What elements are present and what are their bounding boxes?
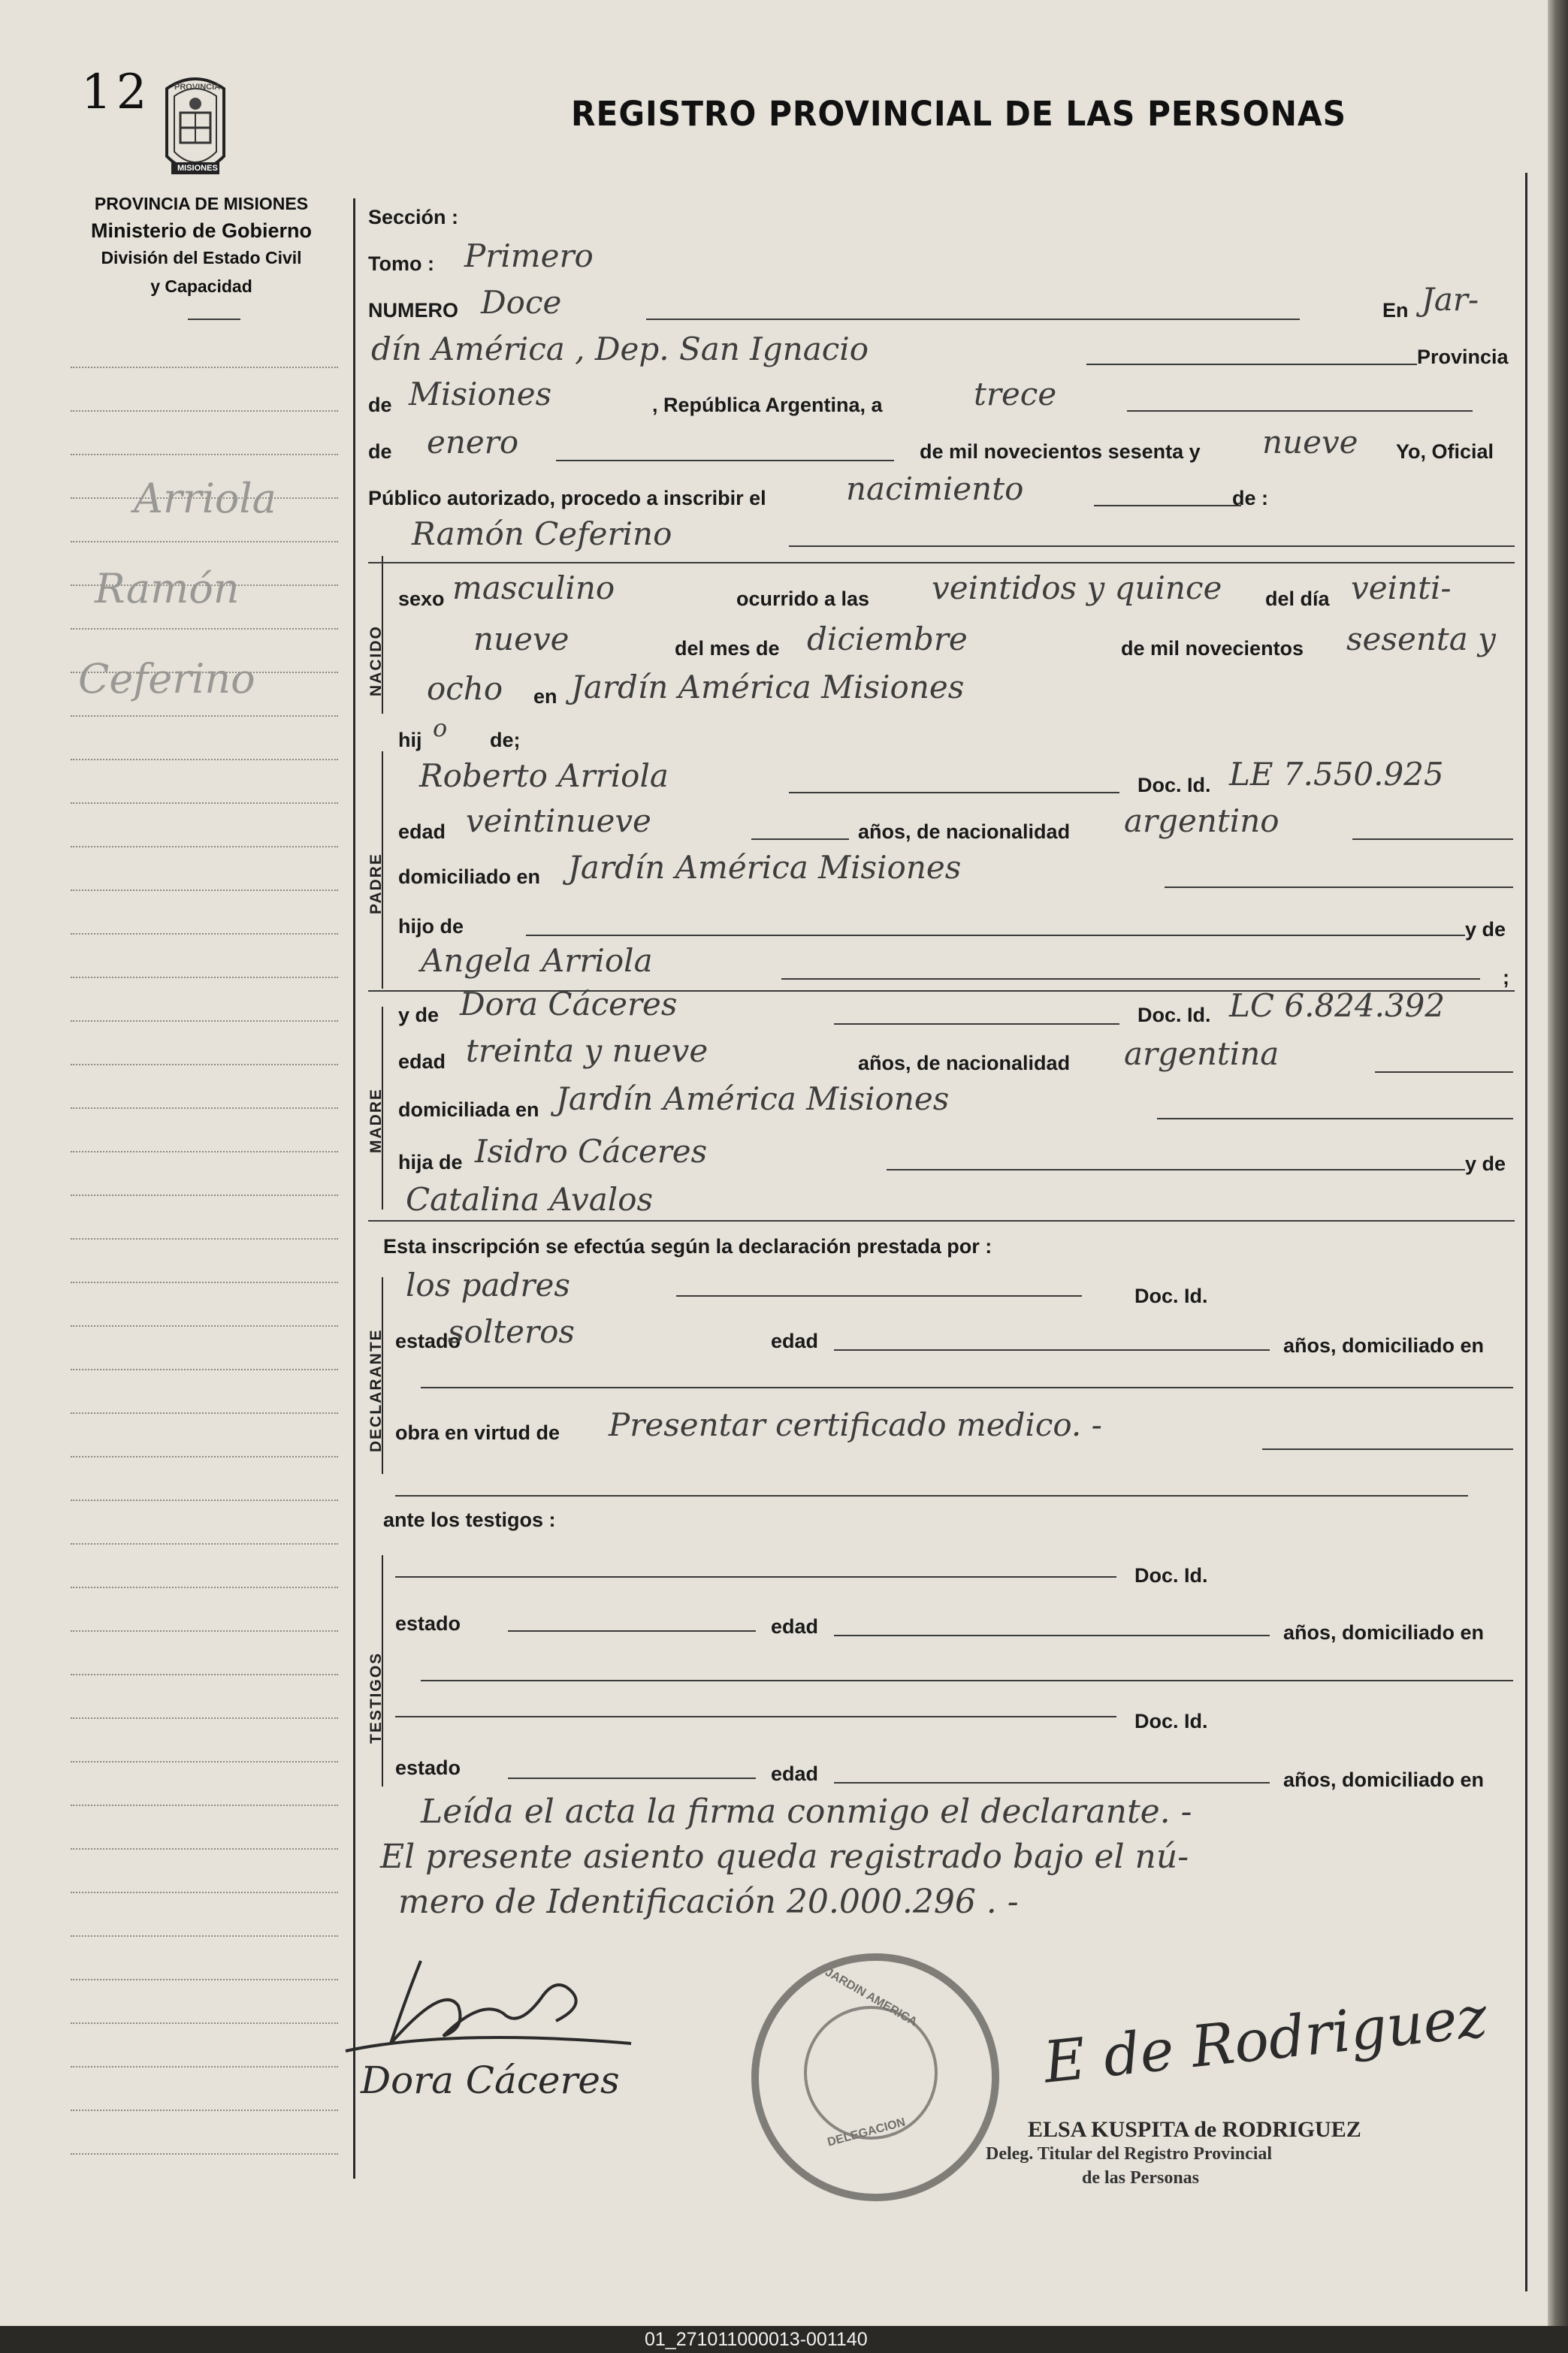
dia-value: trece: [974, 376, 1057, 412]
padre-y-de-label: y de: [1465, 918, 1506, 941]
anio-value: nueve: [1262, 424, 1358, 461]
stamp-text-1: JARDIN AMERICA: [823, 1965, 920, 2029]
margin-second-name: Ceferino: [78, 655, 255, 702]
lugar-nac-value: Jardín América Misiones: [571, 669, 965, 705]
madre-nac-label: años, de nacionalidad: [858, 1052, 1071, 1074]
padre-nombre-value: Roberto Arriola: [419, 757, 669, 794]
nacido-top-line: [368, 562, 1515, 563]
place-line: [1086, 364, 1417, 365]
testigo2-edad-line: [834, 1782, 1270, 1784]
madre-nac-line: [1375, 1071, 1513, 1073]
hija-de-label: hija de: [398, 1151, 463, 1173]
side-label-nacido: NACIDO: [367, 625, 385, 696]
padre-edad-value: veintinueve: [466, 802, 651, 839]
dia-nac-value-1: veinti-: [1351, 569, 1452, 606]
inscripcion-value: nacimiento: [846, 470, 1024, 507]
numero-line: [646, 319, 1300, 320]
mil-novecientos-label: de mil novecientos sesenta y: [920, 440, 1201, 463]
testigo2-edad-label: edad: [771, 1762, 819, 1785]
de-label-2: de: [368, 440, 392, 463]
anio-nac-value-2: ocho: [427, 670, 503, 707]
institution-ministry: Ministerio de Gobierno: [90, 219, 313, 242]
madre-bottom-line: [368, 1220, 1515, 1222]
mil-novecientos-nac-label: de mil novecientos: [1121, 637, 1304, 660]
padre-edad-label: edad: [398, 820, 446, 843]
hora-value: veintidos y quince: [932, 569, 1222, 606]
en-nac-label: en: [533, 685, 557, 708]
ocurrido-label: ocurrido a las: [736, 587, 870, 610]
official-stamp: [751, 1953, 999, 2201]
madre-dom-label: domiciliada en: [398, 1098, 539, 1121]
sexo-value: masculino: [452, 569, 615, 606]
main-left-border: [353, 198, 355, 2179]
note-line-2: El presente asiento queda registrado bajo el nú-: [380, 1838, 1189, 1876]
padre-doc-value: LE 7.550.925: [1229, 756, 1444, 793]
declarante-doc-label: Doc. Id.: [1134, 1285, 1208, 1307]
obra-line: [1262, 1448, 1513, 1450]
de-semicolon-label: de;: [490, 729, 521, 751]
madre-nombre-value: Dora Cáceres: [460, 986, 678, 1022]
hijo-de-line: [526, 935, 1465, 936]
en-label: En: [1382, 299, 1409, 322]
seal-text-top: PROVINCIA: [174, 83, 221, 92]
testigo2-estado-line: [508, 1778, 756, 1779]
numero-label: NUMERO: [368, 299, 458, 322]
de-label: de: [368, 394, 392, 416]
sexo-label: sexo: [398, 587, 445, 610]
madre-y-de-label: y de: [398, 1004, 440, 1026]
scan-footer: [0, 2326, 1568, 2353]
side-label-madre: MADRE: [367, 1088, 385, 1153]
madre-edad-label: edad: [398, 1050, 446, 1073]
testigo1-edad-label: edad: [771, 1615, 819, 1638]
abuela-paterna-value: Angela Arriola: [421, 942, 653, 979]
side-label-declarante: DECLARANTE: [367, 1328, 385, 1452]
testigo1-name-line: [395, 1576, 1116, 1578]
declarant-signature-flourish: [331, 1953, 646, 2066]
header-divider: [188, 319, 240, 320]
testigo1-anos-label: años, domiciliado en: [1283, 1621, 1485, 1644]
padre-nac-line: [1352, 838, 1513, 840]
obra-label: obra en virtud de: [395, 1421, 560, 1444]
testigo2-name-line: [395, 1716, 1116, 1717]
testigo1-doc-label: Doc. Id.: [1134, 1564, 1208, 1587]
declarante-estado-value: solteros: [448, 1313, 575, 1350]
dia-line: [1127, 410, 1473, 412]
stamp-text-2: DELEGACION: [826, 2116, 907, 2149]
note-line-1: Leída el acta la firma conmigo el declarante. -: [421, 1793, 1192, 1831]
dia-nac-value-2: nueve: [473, 621, 569, 657]
provincia-value: Misiones: [409, 376, 552, 412]
madre-doc-label: Doc. Id.: [1137, 1004, 1211, 1026]
official-title-2: de las Personas: [1082, 2168, 1199, 2188]
padre-nac-value: argentino: [1124, 802, 1279, 839]
abuela-paterna-line: [781, 978, 1480, 980]
place-value-2: dín América , Dep. San Ignacio: [371, 331, 869, 367]
testigo2-anos-label: años, domiciliado en: [1283, 1769, 1485, 1791]
official-signature: E de Rodriguez: [1040, 1983, 1491, 2096]
madre-edad-value: treinta y nueve: [466, 1032, 708, 1069]
testigo1-estado-line: [508, 1630, 756, 1632]
padre-dom-line: [1165, 887, 1513, 888]
scan-filename: 01_271011000013-001140: [645, 2329, 868, 2350]
semicolon-label: ;: [1503, 966, 1509, 989]
testigos-label: ante los testigos :: [383, 1509, 556, 1531]
testigo2-doc-label: Doc. Id.: [1134, 1710, 1208, 1732]
declarante-edad-label: edad: [771, 1330, 819, 1352]
mes-nac-value: diciembre: [807, 621, 968, 657]
institution-division: División del Estado Civil: [101, 248, 302, 267]
official-name: ELSA KUSPITA de RODRIGUEZ: [1028, 2117, 1361, 2142]
margin-first-name: Ramón: [95, 565, 240, 612]
testigo1-dom-line: [421, 1680, 1513, 1681]
hijo-suffix-value: o: [433, 714, 448, 742]
side-label-testigos: TESTIGOS: [367, 1651, 385, 1744]
declaracion-label: Esta inscripción se efectúa según la declaración prestada por :: [383, 1235, 992, 1258]
testigo1-estado-label: estado: [395, 1612, 461, 1635]
del-mes-label: del mes de: [675, 637, 780, 660]
declarante-dom-line: [421, 1387, 1513, 1388]
madre-dom-line: [1157, 1118, 1513, 1119]
yo-oficial-label: Yo, Oficial: [1396, 440, 1494, 463]
margin-surname: Arriola: [134, 475, 276, 522]
inscripcion-line: [1094, 505, 1241, 506]
tomo-label: Tomo :: [368, 252, 434, 275]
place-value-1: Jar-: [1421, 281, 1479, 318]
declarant-signature: Dora Cáceres: [361, 2058, 620, 2102]
madre-nac-value: argentina: [1124, 1035, 1279, 1072]
obra-value: Presentar certificado medico. -: [609, 1406, 1102, 1443]
mes-value: enero: [427, 424, 519, 461]
nombre-value: Ramón Ceferino: [412, 515, 672, 552]
madre-y-de-2-label: y de: [1465, 1152, 1506, 1175]
padre-dom-value: Jardín América Misiones: [568, 849, 962, 886]
declarante-line: [676, 1295, 1082, 1297]
page-title: REGISTRO PROVINCIAL DE LAS PERSONAS: [571, 94, 1347, 134]
provincia-label: Provincia: [1417, 346, 1509, 368]
hijo-de-label: hijo de: [398, 915, 464, 938]
hijo-label: hij: [398, 729, 422, 751]
seal-text-bottom: MISIONES: [177, 164, 218, 173]
page-edge-shadow: [1548, 0, 1568, 2326]
institution-capacity: y Capacidad: [150, 276, 252, 296]
note-line-3: mero de Identificación 20.000.296 . -: [398, 1883, 1019, 1921]
de-colon-label: de :: [1232, 487, 1269, 509]
page-number: 12: [81, 65, 152, 120]
declarante-value: los padres: [406, 1267, 570, 1303]
numero-value: Doce: [481, 284, 562, 321]
del-dia-label: del día: [1265, 587, 1330, 610]
republica-label: , República Argentina, a: [652, 394, 883, 416]
padre-dom-label: domiciliado en: [398, 865, 541, 888]
institution-province: PROVINCIA DE MISIONES: [94, 194, 309, 213]
madre-doc-value: LC 6.824.392: [1229, 987, 1446, 1024]
padre-nac-label: años, de nacionalidad: [858, 820, 1071, 843]
padre-nombre-line: [789, 792, 1119, 793]
declarante-estado-label: estado: [395, 1330, 461, 1352]
madre-nombre-line: [834, 1023, 1119, 1025]
declarante-edad-line: [834, 1349, 1270, 1351]
abuelo-materno-line: [887, 1169, 1465, 1170]
publico-label: Público autorizado, procedo a inscribir el: [368, 487, 766, 509]
mes-line: [556, 460, 894, 461]
padre-edad-line: [751, 838, 849, 840]
declarante-anos-label: años, domiciliado en: [1283, 1334, 1485, 1357]
side-label-padre: PADRE: [367, 853, 385, 914]
madre-dom-value: Jardín América Misiones: [556, 1080, 950, 1117]
nombre-line: [789, 545, 1515, 547]
official-title-1: Deleg. Titular del Registro Provincial: [986, 2144, 1273, 2164]
abuelo-materno-value: Isidro Cáceres: [475, 1133, 708, 1170]
main-right-border: [1525, 173, 1527, 2291]
anio-nac-value-1: sesenta y: [1346, 621, 1496, 657]
seccion-label: Sección :: [368, 206, 459, 228]
obra-line-2: [395, 1495, 1468, 1497]
tomo-value: Primero: [464, 237, 594, 274]
testigo1-edad-line: [834, 1635, 1270, 1636]
testigo2-estado-label: estado: [395, 1756, 461, 1779]
padre-doc-label: Doc. Id.: [1137, 774, 1211, 796]
abuela-materna-value: Catalina Avalos: [406, 1181, 654, 1218]
